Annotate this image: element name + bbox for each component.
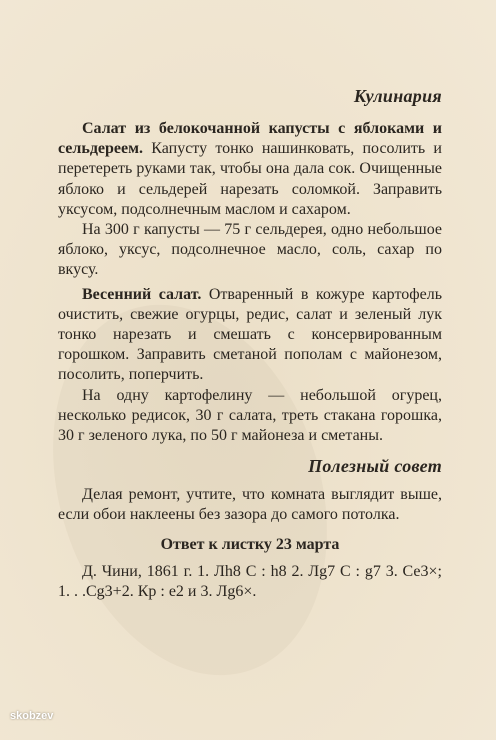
recipe2-text: Отваренный в кожуре картофель очистить, свежие огурцы, редис, салат и зеленый лук тонко нарезать и смешать с консервированным горошком. Заправить сметаной пополам с майонезом, посолить, поперчить. bbox=[58, 285, 442, 384]
answer-text: Д. Чини, 1861 г. 1. Лh8 С : h8 2. Лg7 С : g7 3. Се3×; 1. . .Сg3+2. Кр : е2 и 3. Лg6×. bbox=[58, 562, 442, 600]
page-content bbox=[58, 86, 442, 602]
answer-title: Ответ к листку 23 марта bbox=[160, 535, 340, 553]
watermark-credit: skobzev bbox=[10, 710, 54, 722]
tip-title: Полезный совет bbox=[308, 456, 442, 477]
recipe1-text: Капусту тонко нашинковать, посолить и перетереть руками так, чтобы она дала сок. Очищенные яблоко и сельдерей нарезать соломкой. Заправить уксусом, подсолнечным маслом и сахаром. bbox=[58, 140, 442, 218]
recipe2-paragraph bbox=[58, 285, 442, 386]
recipe1-title: Салат из белокочанной капусты с яблоками и сельдереем. bbox=[58, 120, 442, 158]
recipe2-amounts: На одну картофелину — небольшой огурец, несколько редисок, 30 г салата, треть стакана горошка, 30 г зеленого лука, по 50 г майонеза и сметаны. bbox=[58, 386, 442, 445]
recipe1-paragraph bbox=[58, 119, 442, 220]
recipe1-amounts: На 300 г капусты — 75 г сельдерея, одно небольшое яблоко, уксус, подсолнечное масло, соль, сахар по вкусу. bbox=[58, 221, 442, 279]
recipe2-title: Весенний салат. bbox=[82, 285, 202, 303]
tip-text: Делая ремонт, учтите, что комната выглядит выше, если обои наклеены без зазора до самого потолка. bbox=[58, 486, 442, 524]
section-title-cooking: Кулинария bbox=[353, 86, 442, 106]
